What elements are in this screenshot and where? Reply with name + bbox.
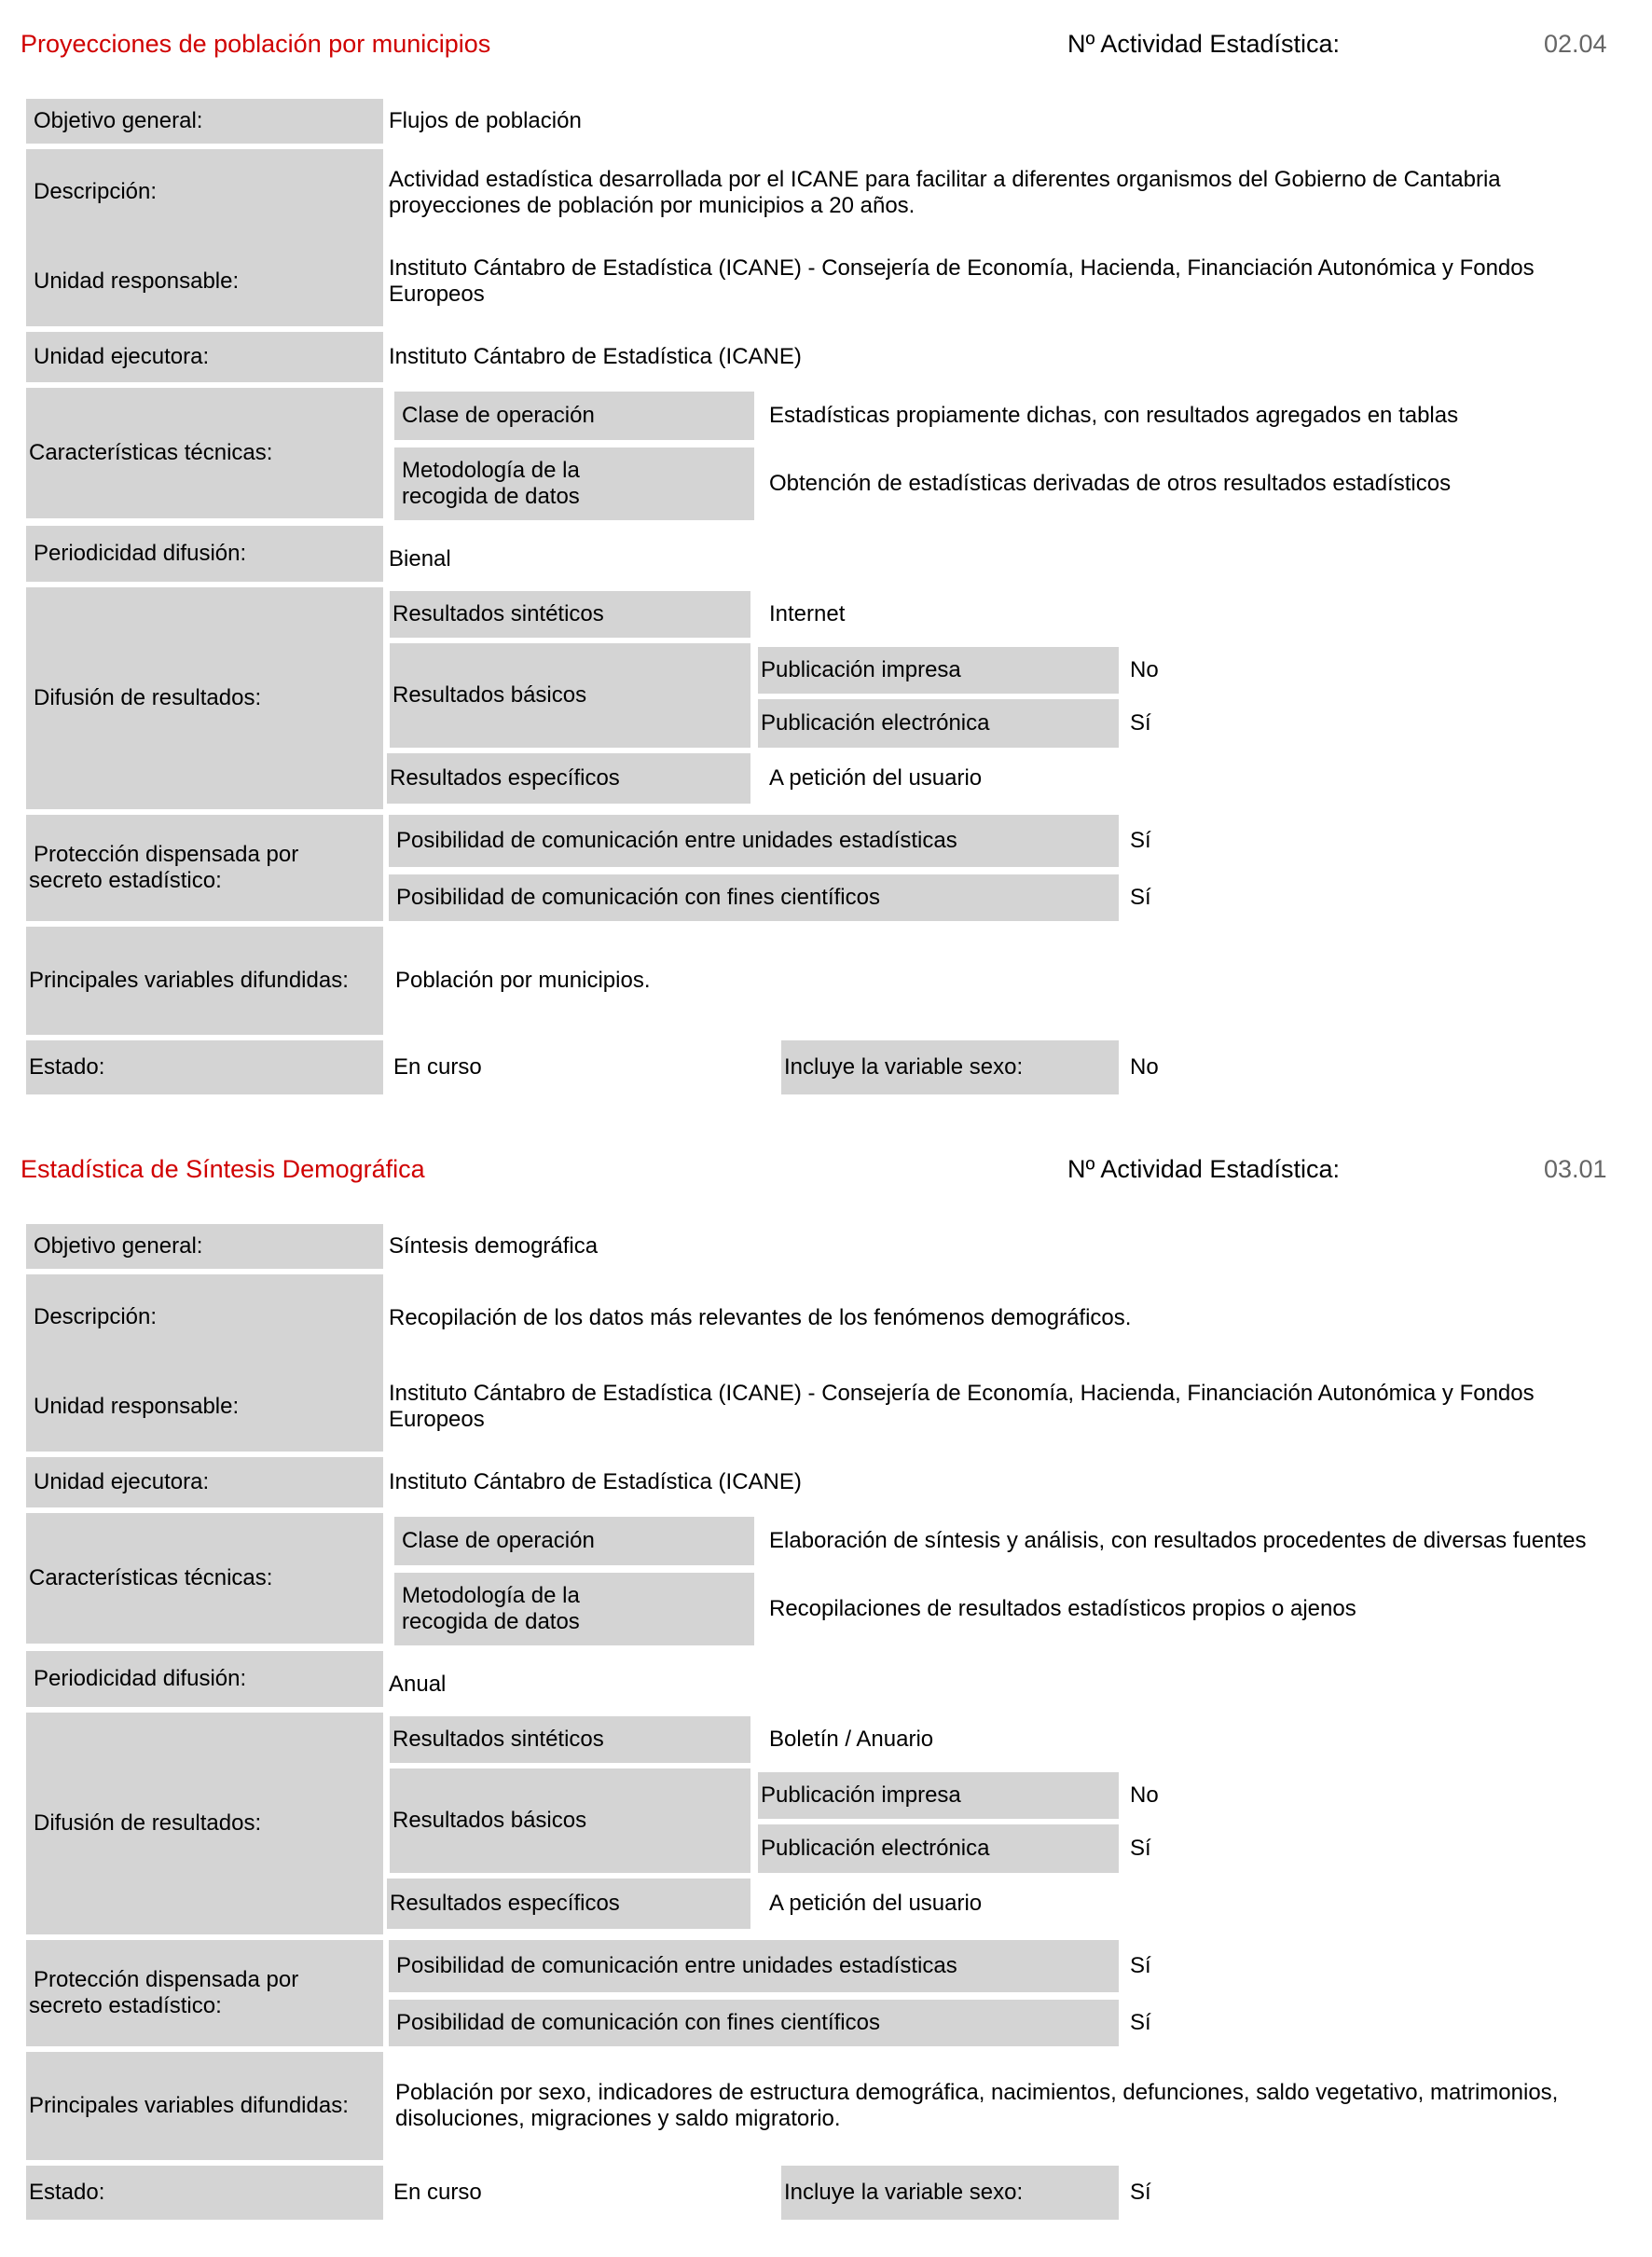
metodologia-label-line2: recogida de datos — [402, 1609, 580, 1634]
estado-value: En curso — [393, 2180, 482, 2205]
periodicidad-value: Anual — [389, 1672, 447, 1697]
incluye-sexo-label: Incluye la variable sexo: — [781, 2166, 1119, 2220]
unidad-ejecutora-label: Unidad ejecutora: — [26, 332, 383, 382]
clase-operacion-value: Estadísticas propiamente dichas, con resultados agregados en tablas — [769, 403, 1459, 428]
activity-title: Proyecciones de población por municipios — [21, 30, 491, 58]
pub-electronica-label: Publicación electrónica — [758, 1824, 1119, 1873]
variables-value: Población por municipios. — [395, 968, 651, 993]
unidad-responsable-label: Unidad responsable: — [34, 1394, 240, 1419]
descripcion-value: Recopilación de los datos más relevantes de los fenómenos demográficos. — [389, 1305, 1132, 1330]
proteccion-label-line2: secreto estadístico: — [29, 868, 222, 893]
caracteristicas-label: Características técnicas: — [26, 388, 383, 518]
pub-impresa-value: No — [1130, 657, 1159, 682]
pub-impresa-value: No — [1130, 1782, 1159, 1808]
comunicacion-cientificos-label: Posibilidad de comunicación con fines científicos — [389, 874, 1119, 921]
unidad-ejecutora-value: Instituto Cántabro de Estadística (ICANE) — [389, 1469, 802, 1494]
clase-operacion-label: Clase de operación — [394, 392, 754, 440]
basicos-label: Resultados básicos — [390, 643, 750, 748]
comunicacion-unidades-value: Sí — [1130, 1953, 1151, 1978]
clase-operacion-value: Elaboración de síntesis y análisis, con resultados procedentes de diversas fuentes — [769, 1528, 1587, 1553]
variables-label: Principales variables difundidas: — [26, 2052, 383, 2160]
proteccion-label-line1: Protección dispensada por — [34, 1967, 299, 1992]
comunicacion-cientificos-value: Sí — [1130, 2010, 1151, 2035]
difusion-label: Difusión de resultados: — [26, 587, 383, 809]
proteccion-label-line1: Protección dispensada por — [34, 842, 299, 867]
activity-number: 03.01 — [1544, 1155, 1607, 1183]
incluye-sexo-value: No — [1130, 1054, 1159, 1080]
comunicacion-unidades-label: Posibilidad de comunicación entre unidades estadísticas — [389, 1940, 1119, 1992]
comunicacion-unidades-value: Sí — [1130, 828, 1151, 853]
especificos-value: A petición del usuario — [769, 1891, 983, 1916]
metodologia-label — [394, 447, 754, 520]
activity-title: Estadística de Síntesis Demográfica — [21, 1155, 425, 1183]
objetivo-label: Objetivo general: — [26, 1224, 383, 1269]
activity-number-label: Nº Actividad Estadística: — [1067, 1155, 1340, 1183]
pub-impresa-label: Publicación impresa — [758, 647, 1119, 694]
estado-label: Estado: — [26, 1040, 383, 1094]
descripcion-label: Descripción: — [34, 1304, 158, 1329]
metodologia-label — [394, 1573, 754, 1645]
especificos-label: Resultados específicos — [387, 1879, 750, 1929]
especificos-label: Resultados específicos — [387, 753, 750, 804]
variables-value: Población por sexo, indicadores de estructura demográfica, nacimientos, defunciones, saldo vegetativo, matrimonios, disoluciones, migraciones y saldo migratorio. — [395, 2080, 1559, 2131]
pub-electronica-value: Sí — [1130, 1836, 1151, 1861]
unidad-ejecutora-value: Instituto Cántabro de Estadística (ICANE) — [389, 344, 802, 369]
sinteticos-label: Resultados sintéticos — [390, 1716, 750, 1763]
metodologia-label-line2: recogida de datos — [402, 484, 580, 509]
comunicacion-cientificos-value: Sí — [1130, 885, 1151, 910]
unidad-ejecutora-label: Unidad ejecutora: — [26, 1457, 383, 1507]
periodicidad-label: Periodicidad difusión: — [26, 526, 383, 582]
unidad-responsable-value: Instituto Cántabro de Estadística (ICANE) - Consejería de Economía, Hacienda, Financiación Autonómica y Fondos Europeos — [389, 255, 1535, 307]
unidad-responsable-value: Instituto Cántabro de Estadística (ICANE) - Consejería de Economía, Hacienda, Financiación Autonómica y Fondos Europeos — [389, 1381, 1535, 1432]
incluye-sexo-label: Incluye la variable sexo: — [781, 1040, 1119, 1094]
activity-number-label: Nº Actividad Estadística: — [1067, 30, 1340, 58]
proteccion-label — [26, 1940, 383, 2046]
especificos-value: A petición del usuario — [769, 765, 983, 791]
unidad-responsable-label: Unidad responsable: — [34, 268, 240, 294]
objetivo-value: Síntesis demográfica — [389, 1233, 599, 1259]
objetivo-value: Flujos de población — [389, 108, 582, 133]
basicos-label: Resultados básicos — [390, 1768, 750, 1873]
proteccion-label — [26, 815, 383, 921]
incluye-sexo-value: Sí — [1130, 2180, 1151, 2205]
sinteticos-label: Resultados sintéticos — [390, 591, 750, 638]
metodologia-value: Obtención de estadísticas derivadas de otros resultados estadísticos — [769, 471, 1452, 496]
sinteticos-value: Internet — [769, 601, 846, 626]
estado-value: En curso — [393, 1054, 482, 1080]
periodicidad-value: Bienal — [389, 546, 451, 571]
metodologia-label-line1: Metodología de la — [402, 1583, 580, 1608]
pub-impresa-label: Publicación impresa — [758, 1772, 1119, 1819]
caracteristicas-label: Características técnicas: — [26, 1513, 383, 1644]
pub-electronica-value: Sí — [1130, 710, 1151, 736]
metodologia-label-line1: Metodología de la — [402, 458, 580, 483]
periodicidad-label: Periodicidad difusión: — [26, 1651, 383, 1707]
pub-electronica-label: Publicación electrónica — [758, 699, 1119, 748]
descripcion-value: Actividad estadística desarrollada por el ICANE para facilitar a diferentes organismos del Gobierno de Cantabria proyecciones de población por municipios a 20 años. — [389, 167, 1501, 218]
descripcion-label: Descripción: — [34, 179, 158, 204]
objetivo-label: Objetivo general: — [26, 99, 383, 144]
clase-operacion-label: Clase de operación — [394, 1517, 754, 1565]
estado-label: Estado: — [26, 2166, 383, 2220]
comunicacion-unidades-label: Posibilidad de comunicación entre unidades estadísticas — [389, 815, 1119, 867]
difusion-label: Difusión de resultados: — [26, 1713, 383, 1934]
sinteticos-value: Boletín / Anuario — [769, 1727, 934, 1752]
metodologia-value: Recopilaciones de resultados estadísticos propios o ajenos — [769, 1596, 1356, 1621]
proteccion-label-line2: secreto estadístico: — [29, 1993, 222, 2018]
activity-number: 02.04 — [1544, 30, 1607, 58]
variables-label: Principales variables difundidas: — [26, 927, 383, 1035]
comunicacion-cientificos-label: Posibilidad de comunicación con fines científicos — [389, 2000, 1119, 2046]
